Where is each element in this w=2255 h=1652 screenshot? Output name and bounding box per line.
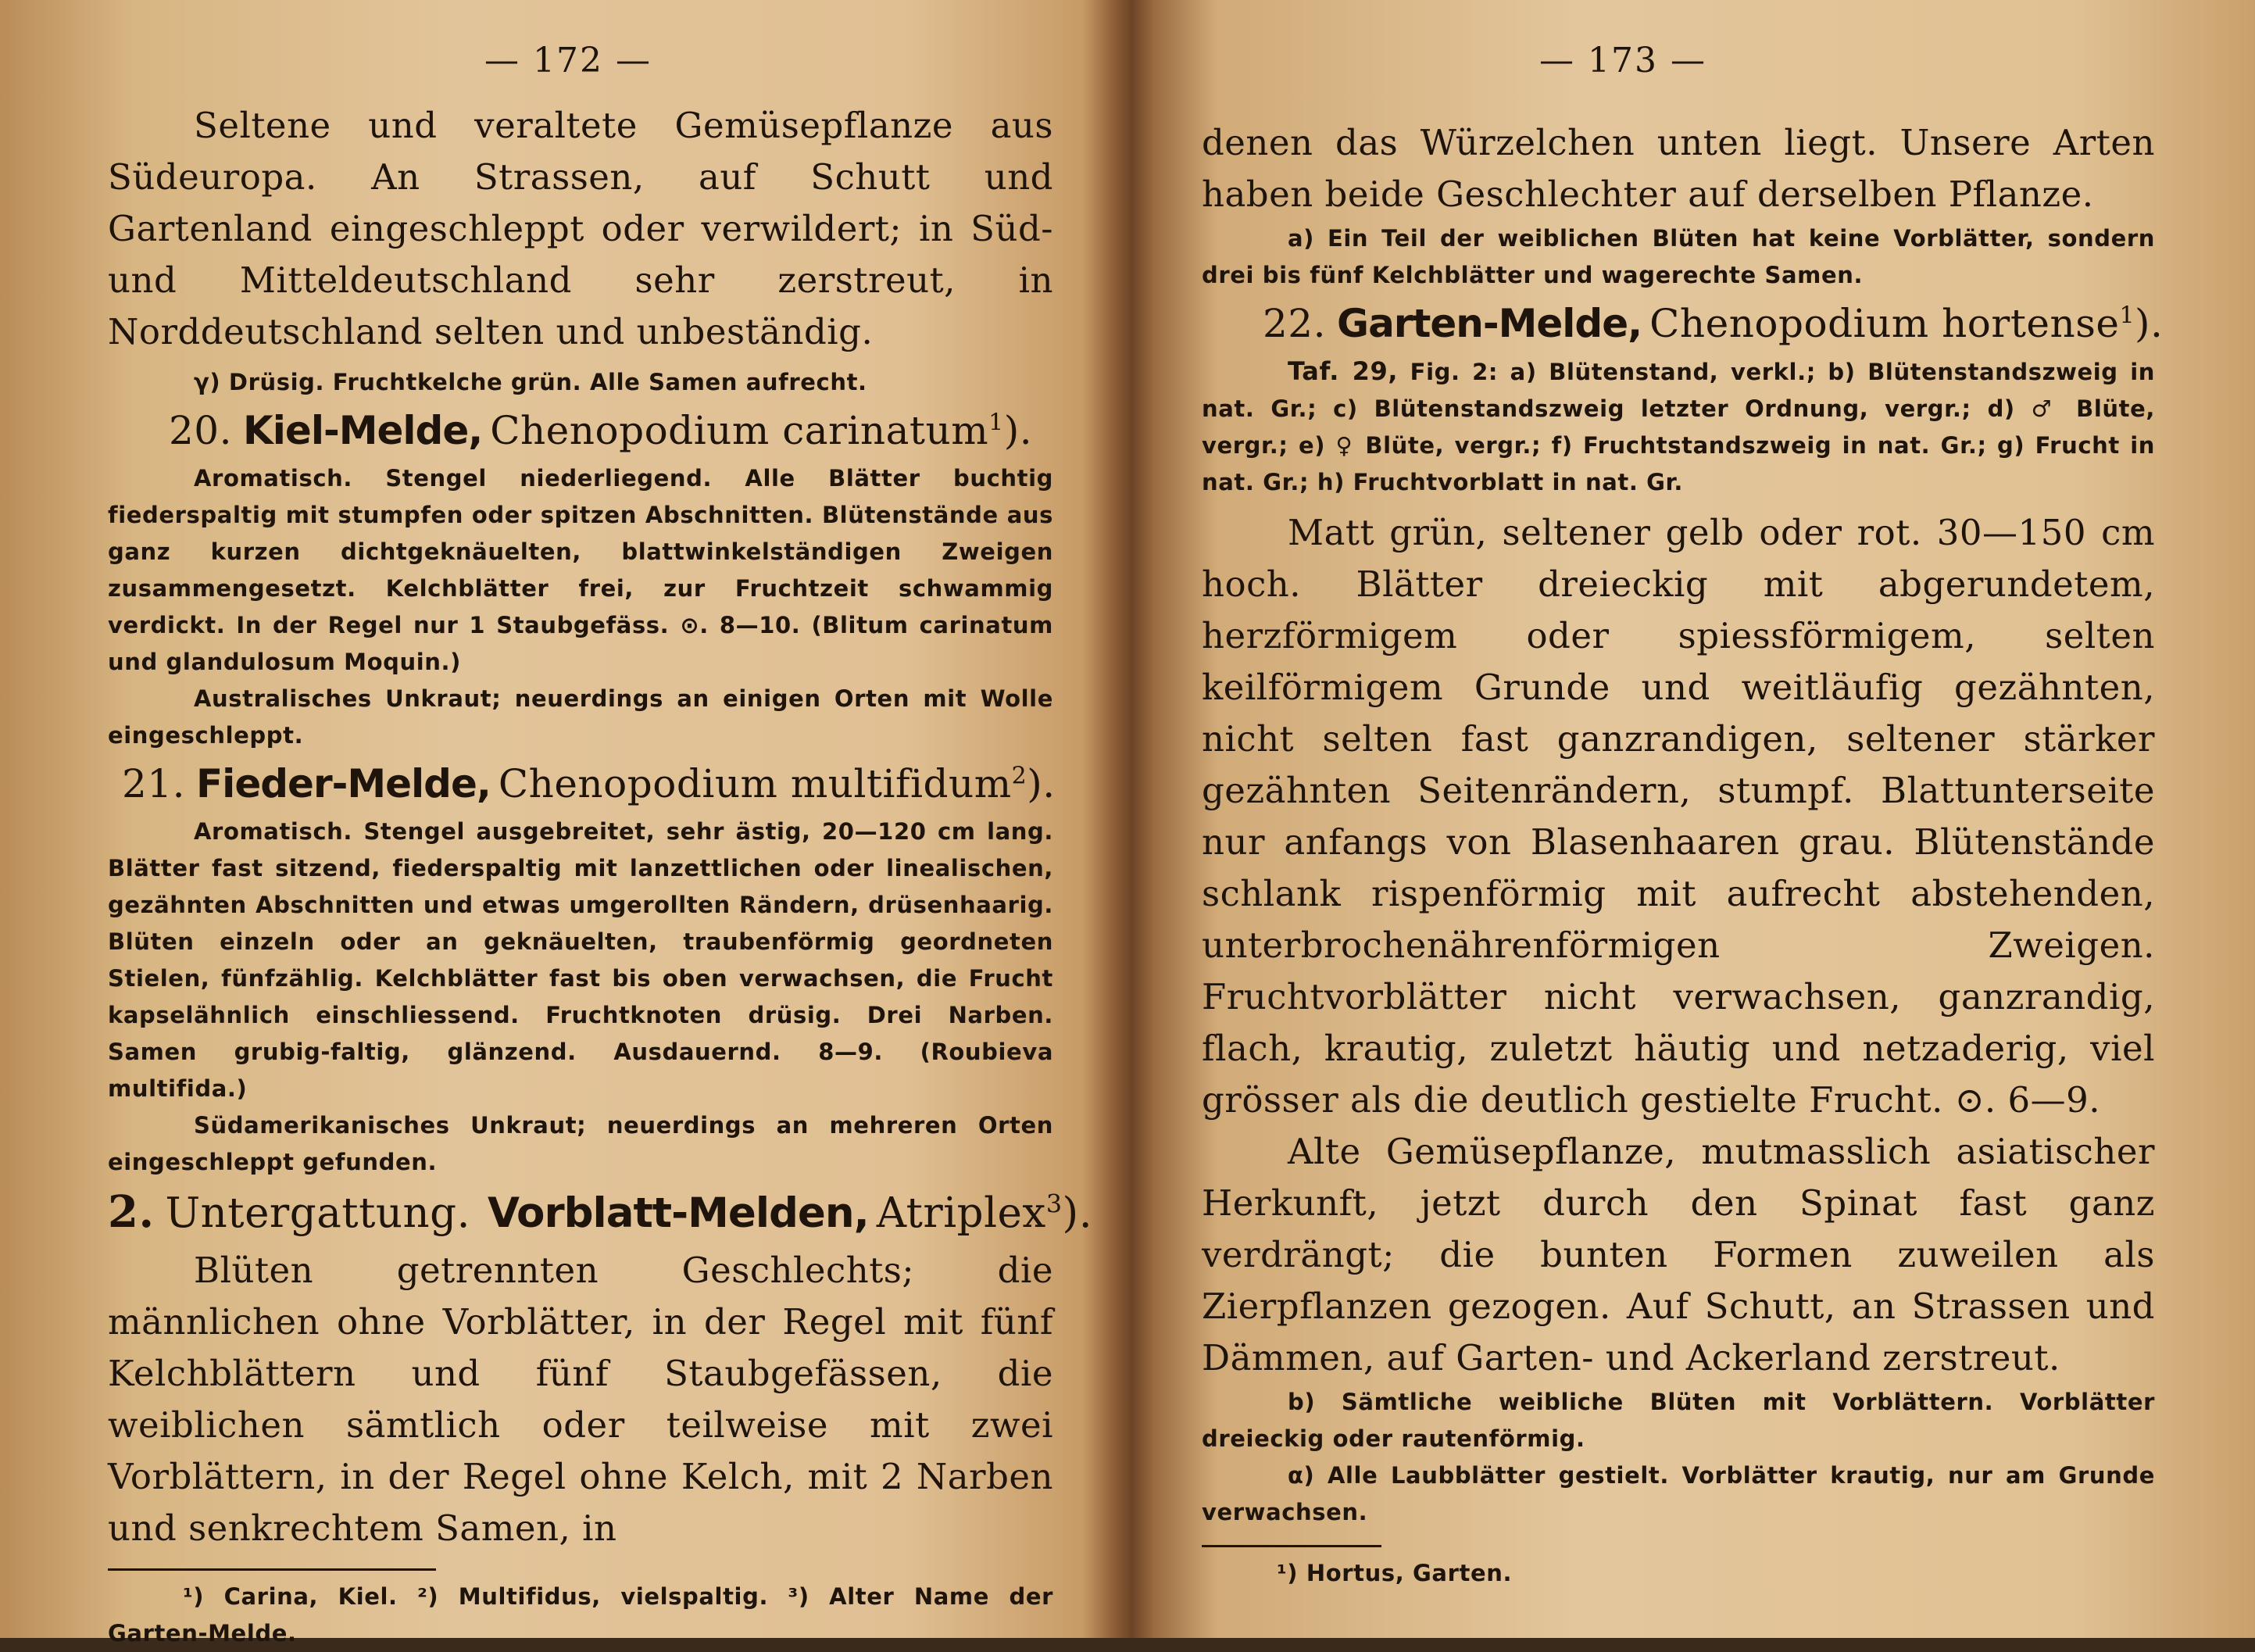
species-distribution: Alte Gemüsepflanze, mutmasslich asiatischer Herkunft, jetzt durch den Spinat fast ganz verdrängt; die bunten Formen zuweilen als Zierpflanzen gezogen. Auf Schutt, an Strassen und Dämmen, auf Garten- und Ackerland zerstreut. — [1202, 1131, 2155, 1378]
species-distribution: Australisches Unkraut; neuerdings an einigen Orten mit Wolle eingeschleppt. — [108, 685, 1053, 749]
left-page — [0, 0, 1117, 1647]
latin-name: Chenopodium carinatum — [490, 408, 989, 453]
german-name: Fieder-Melde, — [196, 761, 491, 806]
plate-label: Taf. 29, — [1288, 356, 1399, 386]
left-text-column — [108, 100, 1093, 1652]
species-description: Aromatisch. Stengel ausgebreitet, sehr ästig, 20—120 cm lang. Blätter fast sitzend, fiederspaltig mit lanzettlichen oder linealischen, gezähnten Abschnitten und etwas umgerollten Rändern, drüsenhaarig. Blüten einzeln oder an geknäuelten, traubenförmig geordneten Stielen, fünfzählig. Kelchblätter fast bis oben verwachsen, die Frucht kapselähnlich einschliessend. Fruchtknoten drüsig. Drei Narben. Samen grubig-faltig, glänzend. Ausdauernd. 8—9. (Roubieva multifida.) — [108, 818, 1053, 1102]
subgenus-rank: Untergattung. — [165, 1189, 470, 1237]
subgroup-heading: α) Alle Laubblätter gestielt. Vorblätter krautig, nur am Grunde verwachsen. — [1202, 1462, 2155, 1525]
plate-caption: Fig. 2: a) Blütenstand, verkl.; b) Blütenstandszweig in nat. Gr.; c) Blütenstandszweig letzter Ordnung, vergr.; d) ♂ Blüte, vergr.; e) ♀ Blüte, vergr.; f) Fruchtstandszweig in nat. Gr.; g) Frucht in nat. Gr.; h) Fruchtvorblatt in nat. Gr. — [1202, 359, 2155, 495]
latin-name: Chenopodium hortense — [1649, 301, 2120, 346]
footnotes: ¹) Carina, Kiel. ²) Multifidus, vielspaltig. ³) Alter Name der Garten-Melde. — [108, 1583, 1053, 1647]
heading-punct: ). — [1027, 761, 1056, 806]
footnotes: ¹) Hortus, Garten. — [1277, 1560, 1513, 1586]
species-distribution: Südamerikanisches Unkraut; neuerdings an mehreren Orten eingeschleppt gefunden. — [108, 1112, 1053, 1175]
species-description: Matt grün, seltener gelb oder rot. 30—150 cm hoch. Blätter dreieckig mit abgerundetem, herzförmigem oder spiessförmigem, selten keilförmigem Grunde und weitläufig gezähnten, nicht selten fast ganzrandigen, seltener stärker gezähnten Seitenrändern, stumpf. Blattunterseite nur anfangs von Blasenhaaren grau. Blütenstände schlank rispenförmig mit aufrecht abstehenden, unterbrochenährenförmigen Zweigen. Fruchtvorblätter nicht verwachsen, ganzrandig, flach, krautig, zuletzt häutig und netzaderig, viel grösser als die deutlich gestielte Frucht. ⊙. 6—9. — [1202, 512, 2155, 1121]
footnote-rule — [108, 1568, 436, 1571]
species-heading-22 — [1202, 294, 2164, 353]
footnote-mark: 2 — [1011, 762, 1027, 790]
footnote-mark: 3 — [1045, 1189, 1063, 1219]
plate-reference — [1202, 353, 2155, 501]
german-name: Garten-Melde, — [1337, 301, 1642, 346]
species-description: Aromatisch. Stengel niederliegend. Alle Blätter buchtig fiederspaltig mit stumpfen oder spitzen Abschnitten. Blütenstände aus ganz kurzen dichtgeknäuelten, blattwinkelständigen Zweigen zusammengesetzt. Kelchblätter frei, zur Fruchtzeit schwammig verdickt. In der Regel nur 1 Staubgefäss. ⊙. 8—10. (Blitum carinatum und glandulosum Moquin.) — [108, 465, 1053, 675]
right-text-column — [1202, 117, 2164, 1592]
footnote-rule — [1202, 1545, 1381, 1547]
latin-name: Atriplex — [876, 1189, 1046, 1237]
latin-name: Chenopodium multifidum — [498, 761, 1012, 806]
heading-punct: ). — [1003, 408, 1033, 453]
species-heading-20 — [108, 401, 1053, 460]
page-number: — 172 — — [484, 41, 652, 80]
group-heading: b) Sämtliche weibliche Blüten mit Vorblättern. Vorblätter dreieckig oder rautenförmig. — [1202, 1389, 2155, 1452]
species-number: 22. — [1263, 301, 1327, 346]
group-heading: a) Ein Teil der weiblichen Blüten hat keine Vorblätter, sondern drei bis fünf Kelchblätter und wagerechte Samen. — [1202, 225, 2155, 288]
species-heading-21 — [108, 754, 1056, 813]
body-paragraph: denen das Würzelchen unten liegt. Unsere Arten haben beide Geschlechter auf derselben Pflanze. — [1202, 122, 2155, 215]
footnote-mark: 1 — [988, 409, 1004, 437]
german-name: Kiel-Melde, — [243, 408, 483, 453]
right-page — [1138, 0, 2255, 1638]
heading-punct: ). — [1062, 1189, 1093, 1237]
body-paragraph: Blüten getrennten Geschlechts; die männlichen ohne Vorblätter, in der Regel mit fünf Kelchblättern und fünf Staubgefässen, die weiblichen sämtlich oder teilweise mit zwei Vorblättern, in der Regel ohne Kelch, mit 2 Narben und senkrechtem Samen, in — [108, 1250, 1053, 1549]
body-paragraph: Seltene und veraltete Gemüsepflanze aus Südeuropa. An Strassen, auf Schutt und Gartenland eingeschleppt oder verwildert; in Süd- und Mitteldeutschland sehr zerstreut, in Norddeutschland selten und unbeständig. — [108, 105, 1053, 352]
species-number: 20. — [169, 408, 233, 453]
footnote-mark: 1 — [2119, 302, 2135, 330]
species-number: 21. — [122, 761, 186, 806]
page-number: — 173 — — [1539, 41, 1706, 80]
group-heading: γ) Drüsig. Fruchtkelche grün. Alle Samen aufrecht. — [194, 369, 867, 395]
subgenus-heading — [108, 1181, 1093, 1245]
german-name: Vorblatt-Melden, — [487, 1189, 869, 1237]
subgenus-number: 2. — [108, 1186, 155, 1238]
heading-punct: ). — [2135, 301, 2164, 346]
